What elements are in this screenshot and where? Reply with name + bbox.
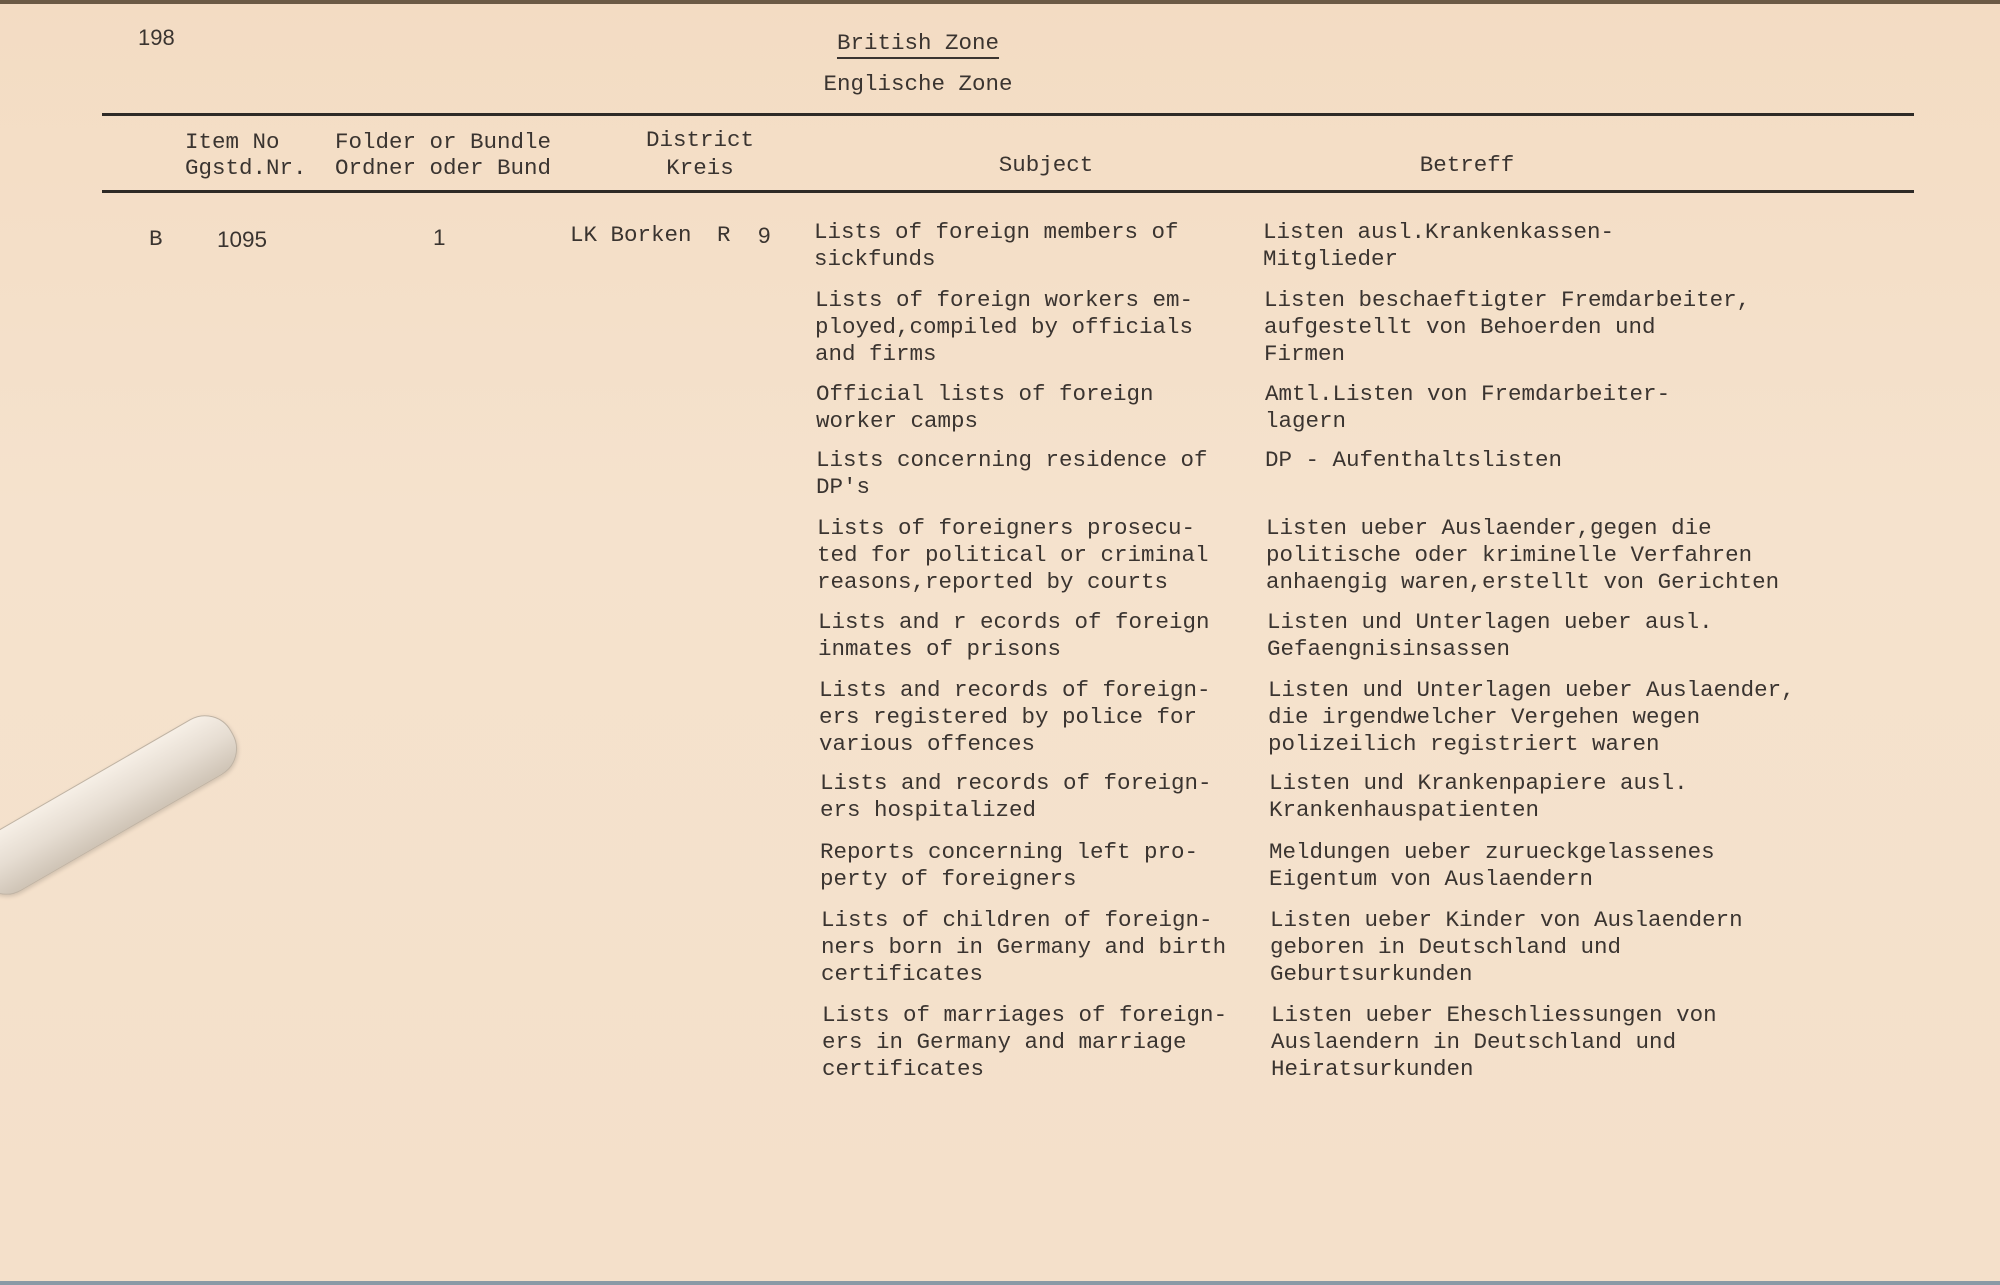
page-bottom-edge: [0, 1281, 2000, 1285]
header-district-en: District: [645, 127, 755, 153]
entry-betreff: Listen und Krankenpapiere ausl. Krankenhauspatienten: [1269, 770, 1688, 823]
entry-betreff: Meldungen ueber zurueckgelassenes Eigentum von Auslaendern: [1269, 839, 1715, 892]
entry-subject: Lists concerning residence of DP's: [816, 447, 1208, 500]
entry-subject: Lists of children of foreign- ners born in Germany and birth certificates: [821, 907, 1227, 987]
entry-betreff: DP - Aufenthaltslisten: [1265, 447, 1563, 473]
pen-object: [0, 704, 248, 905]
row-region-no: 9: [758, 223, 771, 248]
header-folder-en: Folder or Bundle: [335, 129, 552, 155]
header-betreff: Betreff: [1419, 152, 1515, 178]
entry-betreff: Listen beschaeftigter Fremdarbeiter, aufgestellt von Behoerden und Firmen: [1264, 287, 1751, 367]
header-folder-de: Ordner oder Bund: [335, 155, 552, 181]
row-prefix: B: [149, 226, 163, 252]
entry-subject: Lists and records of foreign- ers registered by police for various offences: [819, 677, 1211, 757]
entry-subject: Lists of foreigners prosecu- ted for political or criminal reasons,reported by courts: [817, 515, 1209, 595]
entry-subject: Official lists of foreign worker camps: [816, 381, 1154, 434]
header-item-no-de: Ggstd.Nr.: [185, 155, 307, 181]
header-bottom-rule: [102, 190, 1914, 193]
header-subject: Subject: [998, 152, 1094, 178]
row-district: LK Borken: [570, 222, 692, 248]
entry-betreff: Amtl.Listen von Fremdarbeiter- lagern: [1265, 381, 1671, 434]
entry-betreff: Listen ueber Kinder von Auslaendern geboren in Deutschland und Geburtsurkunden: [1270, 907, 1743, 987]
entry-subject: Lists of marriages of foreign- ers in Germany and marriage certificates: [822, 1002, 1228, 1082]
entry-betreff: Listen ueber Auslaender,gegen die politische oder kriminelle Verfahren anhaengig waren,erstellt von Gerichten: [1266, 515, 1780, 595]
document-title: British Zone: [836, 30, 1000, 56]
entry-subject: Lists and r ecords of foreign inmates of prisons: [818, 609, 1210, 662]
entry-betreff: Listen ueber Eheschliessungen von Auslaendern in Deutschland und Heiratsurkunden: [1271, 1002, 1717, 1082]
entry-subject: Reports concerning left pro- perty of foreigners: [820, 839, 1199, 892]
page-top-edge: [0, 0, 2000, 4]
row-item-no: 1095: [217, 227, 268, 252]
row-folder: 1: [433, 225, 446, 250]
header-item-no-en: Item No: [185, 129, 280, 155]
header-district-de: Kreis: [666, 155, 734, 181]
header-top-rule: [102, 113, 1914, 116]
page-number: 198: [138, 25, 175, 50]
entry-betreff: Listen ausl.Krankenkassen- Mitglieder: [1263, 219, 1615, 272]
entry-subject: Lists and records of foreign- ers hospitalized: [820, 770, 1212, 823]
entry-betreff: Listen und Unterlagen ueber Auslaender, die irgendwelcher Vergehen wegen polizeilich registriert waren: [1268, 677, 1795, 757]
row-region: R: [717, 222, 731, 248]
entry-subject: Lists of foreign members of sickfunds: [814, 219, 1179, 272]
entry-subject: Lists of foreign workers em- ployed,compiled by officials and firms: [815, 287, 1194, 367]
entry-betreff: Listen und Unterlagen ueber ausl. Gefaengnisinsassen: [1267, 609, 1713, 662]
document-subtitle: Englische Zone: [823, 71, 1013, 97]
